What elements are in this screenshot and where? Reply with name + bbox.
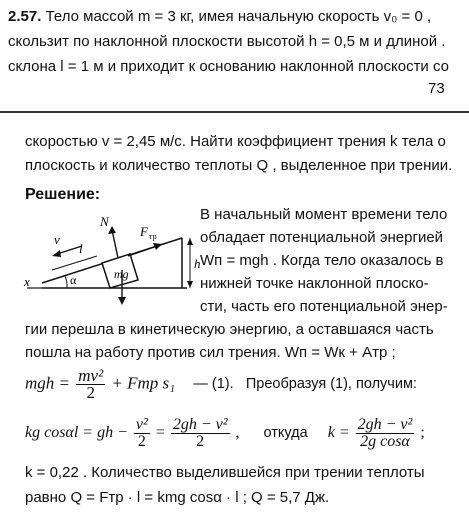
eq2-frac3-num: 2gh − v² <box>357 416 413 433</box>
eq2-k: k = <box>327 424 350 442</box>
eq2-frac3 <box>356 417 415 450</box>
continuation-line-1: скоростью v = 2,45 м/с. Найти коэффициент трения k тела о <box>25 133 446 150</box>
eq2-mid: = <box>155 424 165 442</box>
solution-text-7: пошла на работу против сил трения. Wп = Wк + Aтр ; <box>25 344 396 361</box>
friction-force-arrow <box>128 246 157 256</box>
eq1-fraction <box>76 368 105 401</box>
problem-text-1: Тело массой m = 3 кг, имея начальную скорость v₀ = 0 , <box>45 8 432 25</box>
eq2-frac3-den: 2g cosα <box>360 433 410 450</box>
eq2-frac2 <box>171 417 230 450</box>
eq2-frac1 <box>134 417 150 450</box>
solution-heading: Решение: <box>25 186 101 203</box>
eq2-frac2-num: 2gh − v² <box>172 416 228 433</box>
label-F-sub: тр <box>149 232 157 241</box>
solution-text-1: В начальный момент времени тело <box>200 206 448 223</box>
page-number: 73 <box>428 80 445 97</box>
page-separator <box>0 111 469 113</box>
eq1-rhs: + Fтр s₁ <box>111 373 176 393</box>
problem-line-1 <box>8 8 431 25</box>
final-line-2: равно Q = Fтр · l = kmg cosα · l ; Q = 5,7 Дж. <box>25 489 330 506</box>
problem-line-2: скользит по наклонной плоскости высотой h = 0,5 м и длиной . <box>8 33 446 50</box>
eq1-den: 2 <box>86 383 95 402</box>
solution-text-5: сти, часть его потенциальной энер- <box>200 298 448 315</box>
solution-text-3: Wп = mgh . Когда тело оказалось в <box>200 252 444 269</box>
incline-diagram <box>22 208 202 323</box>
equation-2 <box>25 417 425 450</box>
continuation-line-2: плоскость и количество теплоты Q , выделенное при трении. <box>25 157 453 174</box>
label-x: x <box>24 274 30 289</box>
problem-number: 2.57. <box>8 8 42 25</box>
equation-1 <box>25 368 417 401</box>
label-N: N <box>100 214 109 229</box>
label-F: F <box>140 224 148 239</box>
label-mg: mg <box>114 267 129 281</box>
problem-line-3: склона l = 1 м и приходит к основанию наклонной плоскости со <box>8 58 449 75</box>
solution-text-2: обладает потенциальной энергией <box>200 229 444 246</box>
solution-text-4: нижней точке наклонной плоско- <box>200 275 429 292</box>
eq1-label: — (1). <box>193 376 234 393</box>
label-h: h <box>194 256 201 271</box>
eq2-sep: , <box>235 424 240 442</box>
eq2-word: откуда <box>263 425 308 442</box>
eq2-lhs: kg cosαl = gh − <box>25 424 128 442</box>
label-v: v <box>54 232 60 247</box>
solution-text-6: гии перешла в кинетическую энергию, а оставшаяся часть <box>25 321 434 338</box>
eq2-frac1-den: 2 <box>137 433 146 450</box>
eq1-num: mv² <box>78 366 104 385</box>
normal-force-arrow <box>112 230 118 258</box>
eq2-end: ; <box>420 424 425 442</box>
eq1-tail: Преобразуя (1), получим: <box>245 376 417 393</box>
eq2-frac1-num: v² <box>135 416 148 433</box>
alpha-arc <box>65 276 67 288</box>
eq2-frac2-den: 2 <box>196 433 205 450</box>
label-alpha: α <box>70 273 77 287</box>
eq1-lhs: mgh = <box>25 373 70 393</box>
label-l: l <box>79 241 83 256</box>
final-line-1: k = 0,22 . Количество выделившейся при трении теплоты <box>25 464 425 481</box>
